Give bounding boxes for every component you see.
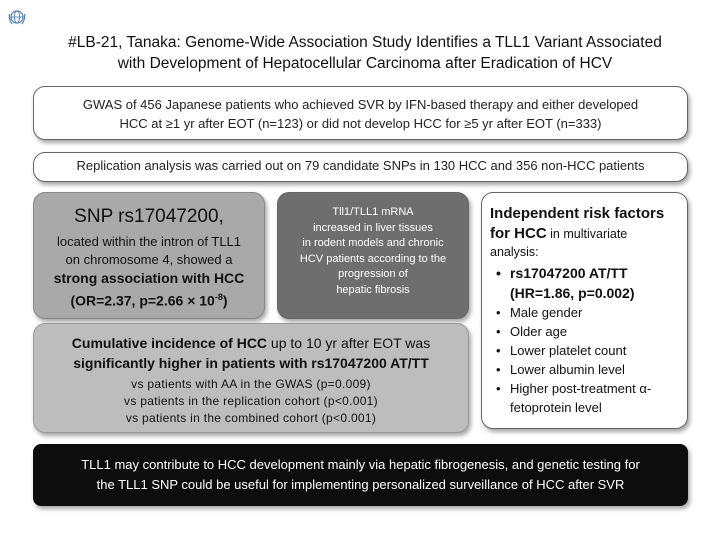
cumulative-incidence-box xyxy=(33,323,469,433)
snp-box xyxy=(33,192,265,319)
snp-stat-exponent: -8 xyxy=(214,292,223,302)
independent-risk-factors-box xyxy=(481,192,688,429)
risk-factor-text: Lower platelet count xyxy=(510,343,627,358)
cumulative-line-2 xyxy=(34,353,468,373)
replication-text: Replication analysis was carried out on 79 candidate SNPs in 130 HCC and 356 non-HCC patients xyxy=(76,158,645,173)
risk-factor-text: Lower albumin level xyxy=(510,362,625,377)
replication-box xyxy=(33,152,688,182)
snp-heading: SNP rs17047200, xyxy=(74,206,224,227)
conclusion-line-1: TLL1 may contribute to HCC development mainly via hepatic fibrogenesis, and genetic testing for xyxy=(81,457,640,472)
independent-title: Independent risk factors xyxy=(490,205,665,222)
risk-factor-list xyxy=(490,263,679,417)
list-item xyxy=(490,303,679,322)
tll1-line-2: increased in liver tissues xyxy=(313,221,433,234)
snp-line-1: located within the intron of TLL1 xyxy=(56,234,242,249)
comparison-gwas: vs patients with AA in the GWAS (p=0.009) xyxy=(131,377,371,391)
list-item xyxy=(490,341,679,360)
risk-factor-text: rs17047200 AT/TT (HR=1.86, p=0.002) xyxy=(510,265,635,301)
snp-line-3: strong association with HCC xyxy=(53,270,245,286)
conclusion-line-2: the TLL1 SNP could be useful for implementing personalized surveillance of HCC after SVR xyxy=(96,477,625,492)
bullet-icon: • xyxy=(496,305,501,320)
title-line-2: with Development of Hepatocellular Carcinoma after Eradication of HCV xyxy=(117,55,613,72)
cumulative-line-1 xyxy=(34,333,468,353)
cumulative-normal-1: up to 10 yr after EOT was xyxy=(267,335,431,351)
list-item xyxy=(490,263,679,303)
comparison-replication: vs patients in the replication cohort (p<0.001) xyxy=(124,394,378,408)
bullet-icon: • xyxy=(496,381,501,396)
cumulative-bold-1: Cumulative incidence of HCC xyxy=(71,335,268,351)
title-line-1: #LB-21, Tanaka: Genome-Wide Association Study Identifies a TLL1 Variant Associated xyxy=(68,34,662,51)
tll1-line-3: in rodent models and chronic xyxy=(302,237,444,249)
list-item xyxy=(490,322,679,341)
list-item xyxy=(490,360,679,379)
tll1-line-6: hepatic fibrosis xyxy=(336,283,410,296)
snp-line-2: on chromosome 4, showed a xyxy=(65,252,233,267)
gwas-line-1: GWAS of 456 Japanese patients who achieved SVR by IFN-based therapy and either developed xyxy=(82,97,639,112)
tll1-line-4: HCV patients according to the xyxy=(299,252,447,265)
risk-factor-text: Older age xyxy=(510,324,568,339)
risk-factor-text: Male gender xyxy=(510,305,583,320)
gwas-box xyxy=(33,86,688,140)
snp-stat xyxy=(34,288,264,311)
tll1-line-5: progression of xyxy=(338,268,408,280)
bullet-icon: • xyxy=(496,362,501,377)
bullet-icon: • xyxy=(496,324,501,339)
page-title xyxy=(30,32,700,74)
multivariate-label: in multivariate xyxy=(546,227,628,241)
comparison-combined: vs patients in the combined cohort (p<0.001) xyxy=(125,411,377,425)
globe-wreath-icon xyxy=(6,6,28,28)
list-item xyxy=(490,379,679,417)
conclusion-box xyxy=(33,444,688,506)
bullet-icon: • xyxy=(496,343,501,358)
bullet-icon: • xyxy=(496,265,501,281)
risk-factor-text: Higher post-treatment α-fetoprotein level xyxy=(510,381,652,415)
independent-subtitle xyxy=(490,224,679,244)
for-label: for xyxy=(490,225,515,242)
cumulative-bold-2: significantly higher in patients with rs17047200 AT/TT xyxy=(73,355,429,371)
cumulative-comparisons xyxy=(34,376,468,427)
gwas-line-2: HCC at ≥1 yr after EOT (n=123) or did not develop HCC for ≥5 yr after EOT (n=333) xyxy=(119,116,602,131)
tll1-mrna-box xyxy=(277,192,469,319)
snp-stat-suffix: ) xyxy=(222,292,228,309)
snp-stat-prefix: (OR=2.37, p=2.66 × 10 xyxy=(70,292,215,309)
hcc-label: HCC xyxy=(514,225,547,242)
tll1-line-1: Tll1/TLL1 mRNA xyxy=(332,206,414,218)
analysis-label: analysis: xyxy=(490,245,539,259)
